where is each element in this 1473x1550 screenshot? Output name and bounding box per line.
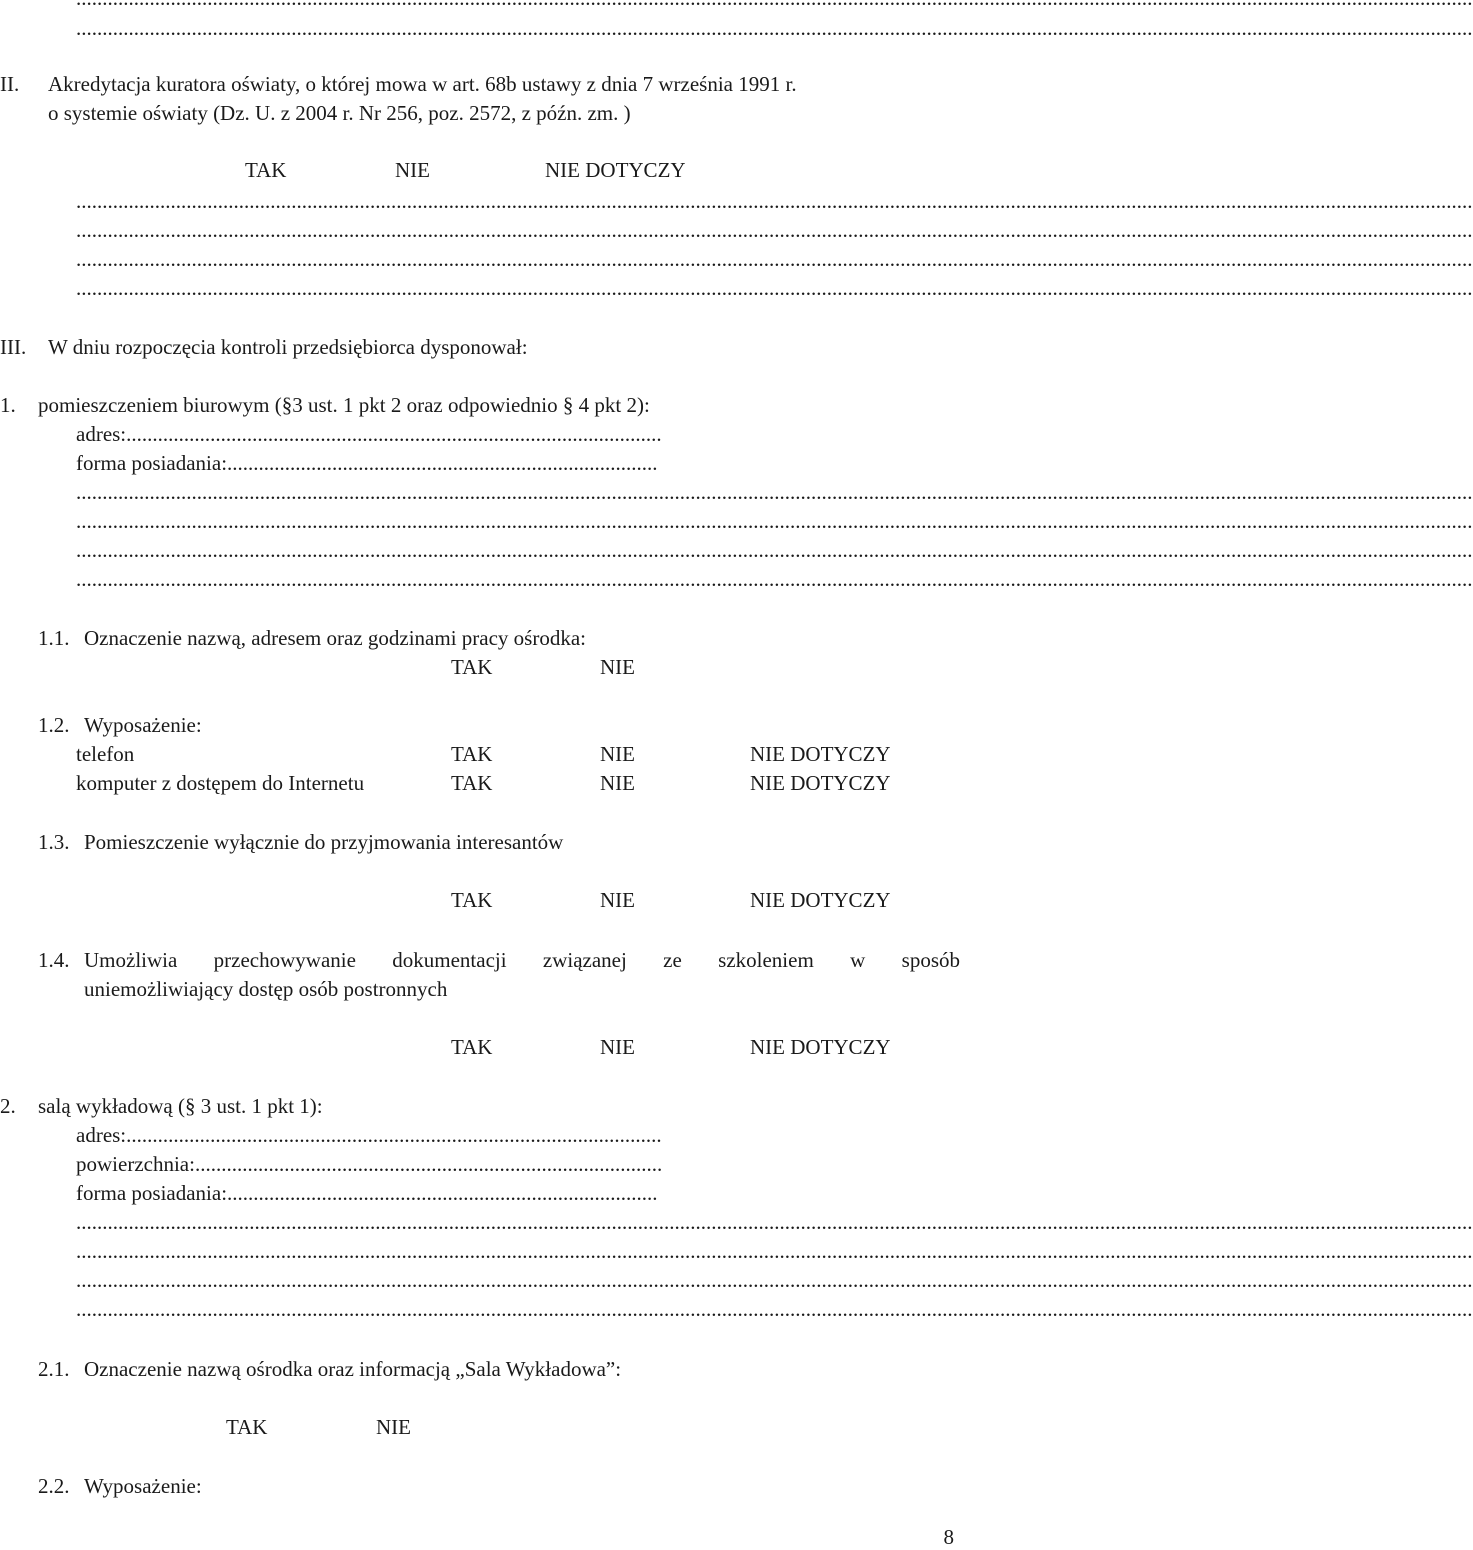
item-title: pomieszczeniem biurowym (§3 ust. 1 pkt 2 oraz odpowiednio § 4 pkt 2): xyxy=(38,393,650,417)
address-field[interactable]: adres:...................................................................................................... xyxy=(76,422,662,446)
subitem-text: Wyposażenie: xyxy=(84,713,202,737)
option-nie[interactable]: NIE xyxy=(600,888,635,912)
option-nie[interactable]: NIE xyxy=(376,1415,411,1439)
dotted-fill-line: .......................................................................................................................................................................................................................................................................... xyxy=(76,1268,1473,1292)
section-title-line: o systemie oświaty (Dz. U. z 2004 r. Nr 256, poz. 2572, z późn. zm. ) xyxy=(48,101,631,125)
dotted-fill-line: .......................................................................................................................................................................................................................................................................... xyxy=(76,218,1473,242)
subitem-number: 1.2. xyxy=(38,713,70,737)
dotted-fill-line: .......................................................................................................................................................................................................................................................................... xyxy=(76,189,1473,213)
subitem-number: 1.4. xyxy=(38,948,70,972)
subitem-text: Pomieszczenie wyłącznie do przyjmowania interesantów xyxy=(84,830,564,854)
section-title-line: Akredytacja kuratora oświaty, o której mowa w art. 68b ustawy z dnia 7 września 1991 r. xyxy=(48,72,797,96)
option-tak[interactable]: TAK xyxy=(451,888,493,912)
option-nie[interactable]: NIE xyxy=(395,158,430,182)
page-number: 8 xyxy=(943,1525,954,1549)
option-tak[interactable]: TAK xyxy=(245,158,287,182)
option-nie-dotyczy[interactable]: NIE DOTYCZY xyxy=(750,888,891,912)
subitem-number: 2.1. xyxy=(38,1357,70,1381)
option-tak[interactable]: TAK xyxy=(451,771,493,795)
equipment-label: komputer z dostępem do Internetu xyxy=(76,771,365,795)
dotted-fill-line: .......................................................................................................................................................................................................................................................................... xyxy=(76,538,1473,562)
item-number: 2. xyxy=(0,1094,16,1118)
subitem-number: 1.3. xyxy=(38,830,70,854)
equipment-label: telefon xyxy=(76,742,135,766)
option-nie-dotyczy[interactable]: NIE DOTYCZY xyxy=(750,742,891,766)
dotted-fill-line: .......................................................................................................................................................................................................................................................................... xyxy=(76,247,1473,271)
subitem-number: 2.2. xyxy=(38,1474,70,1498)
dotted-fill-line: .......................................................................................................................................................................................................................................................................... xyxy=(76,1297,1473,1321)
option-nie[interactable]: NIE xyxy=(600,655,635,679)
ownership-field[interactable]: forma posiadania:.................................................................................. xyxy=(76,1181,658,1205)
subitem-text: Umożliwia przechowywanie dokumentacji związanej ze szkoleniem w sposób xyxy=(84,948,960,972)
dotted-fill-line: .......................................................................................................................................................................................................................................................................... xyxy=(76,16,1473,40)
dotted-fill-line: .......................................................................................................................................................................................................................................................................... xyxy=(76,509,1473,533)
dotted-fill-line: .......................................................................................................................................................................................................................................................................... xyxy=(76,1239,1473,1263)
option-nie[interactable]: NIE xyxy=(600,742,635,766)
dotted-fill-line: .......................................................................................................................................................................................................................................................................... xyxy=(76,1210,1473,1234)
dotted-fill-line: .......................................................................................................................................................................................................................................................................... xyxy=(76,480,1473,504)
option-tak[interactable]: TAK xyxy=(451,742,493,766)
subitem-text: Oznaczenie nazwą, adresem oraz godzinami pracy ośrodka: xyxy=(84,626,587,650)
section-number: II. xyxy=(0,72,20,96)
address-field[interactable]: adres:...................................................................................................... xyxy=(76,1123,662,1147)
option-nie[interactable]: NIE xyxy=(600,771,635,795)
section-title: W dniu rozpoczęcia kontroli przedsiębiorca dysponował: xyxy=(48,335,528,359)
dotted-fill-line: .......................................................................................................................................................................................................................................................................... xyxy=(76,276,1473,300)
option-nie-dotyczy[interactable]: NIE DOTYCZY xyxy=(545,158,686,182)
section-number: III. xyxy=(0,335,27,359)
subitem-text: Oznaczenie nazwą ośrodka oraz informacją „Sala Wykładowa”: xyxy=(84,1357,622,1381)
dotted-fill-line: .......................................................................................................................................................................................................................................................................... xyxy=(76,567,1473,591)
option-tak[interactable]: TAK xyxy=(226,1415,268,1439)
option-nie-dotyczy[interactable]: NIE DOTYCZY xyxy=(750,1035,891,1059)
item-number: 1. xyxy=(0,393,16,417)
dotted-fill-line xyxy=(76,0,956,10)
option-tak[interactable]: TAK xyxy=(451,655,493,679)
option-tak[interactable]: TAK xyxy=(451,1035,493,1059)
item-title: salą wykładową (§ 3 ust. 1 pkt 1): xyxy=(38,1094,323,1118)
ownership-field[interactable]: forma posiadania:.................................................................................. xyxy=(76,451,658,475)
subitem-number: 1.1. xyxy=(38,626,70,650)
option-nie[interactable]: NIE xyxy=(600,1035,635,1059)
subitem-text: Wyposażenie: xyxy=(84,1474,202,1498)
area-field[interactable]: powierzchnia:......................................................................................... xyxy=(76,1152,663,1176)
option-nie-dotyczy[interactable]: NIE DOTYCZY xyxy=(750,771,891,795)
subitem-text: uniemożliwiający dostęp osób postronnych xyxy=(84,977,448,1001)
